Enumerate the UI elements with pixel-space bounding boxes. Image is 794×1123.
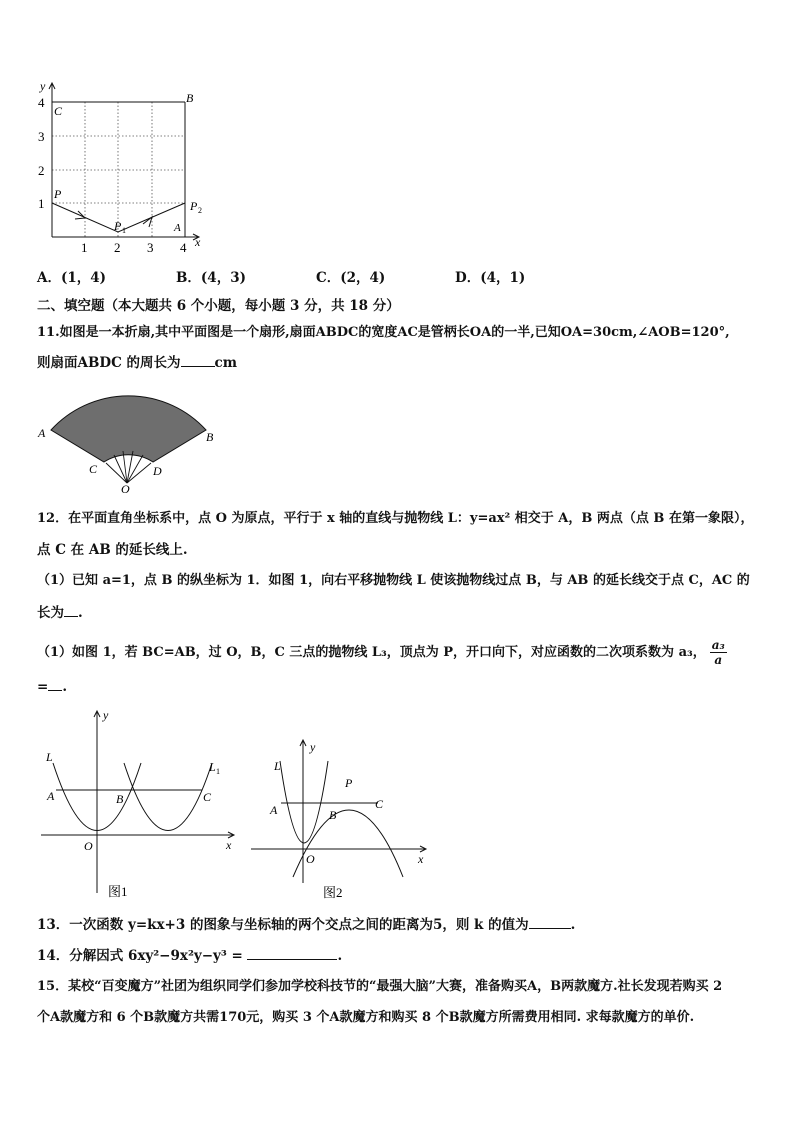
q11-answer-blank[interactable] — [181, 352, 215, 367]
y-axis-label: y — [40, 80, 46, 93]
fig1-caption: 图1 — [108, 884, 128, 899]
q13-text: 13．一次函数 y=kx+3 的图象与坐标轴的两个交点之间的距离为5，则 k 的值为 — [37, 917, 529, 933]
label-a: A — [174, 222, 181, 234]
x-axis-label: x — [195, 235, 201, 249]
fig1-label-b: B — [116, 792, 124, 806]
fig1-label-c: C — [203, 790, 212, 804]
fig2-label-c: C — [375, 797, 384, 811]
fan-label-a: A — [38, 426, 46, 440]
fan-label-c: C — [89, 462, 98, 476]
label-p2-sub: 2 — [198, 206, 202, 215]
fig1-y-label: y — [103, 708, 109, 722]
q15-line2: 个A款魔方和 6 个B款魔方共需170元，购买 3 个A款魔方和购买 8 个B款魔方所需费用相同. 求每款魔方的单价. — [37, 1010, 695, 1025]
q12-fraction-denominator: a — [714, 653, 723, 667]
x-tick-1: 1 — [81, 240, 88, 255]
label-c: C — [54, 104, 63, 118]
y-tick-2: 2 — [38, 163, 45, 178]
q11-unit: cm — [214, 355, 238, 371]
grid-dotted-lines — [52, 102, 185, 237]
fan-label-d: D — [153, 464, 162, 478]
fig2-x-label: x — [418, 852, 424, 866]
y-tick-3: 3 — [38, 129, 45, 144]
q13-end: . — [570, 917, 576, 933]
option-c: C．(2，4) — [316, 270, 386, 286]
fig1-label-l1-sub: 1 — [216, 767, 220, 776]
q13 — [37, 914, 575, 935]
label-p1-sub: 1 — [122, 226, 126, 235]
arrow-2 — [143, 217, 152, 227]
q14 — [37, 945, 342, 966]
q12-fraction — [710, 638, 727, 667]
q12-line5-text: （1）如图 1，若 BC=AB，过 O，B，C 三点的抛物线 L₃，顶点为 P，开口向下，对应函数的二次项系数为 a₃， — [37, 645, 706, 660]
x-tick-2: 2 — [114, 240, 121, 255]
option-d: D．(4，1) — [455, 270, 526, 286]
label-p2: P — [190, 199, 198, 213]
fig2-label-b: B — [329, 808, 337, 822]
label-p1: P — [114, 219, 122, 233]
fig2-parabola-l — [280, 761, 328, 843]
fig2-label-p: P — [345, 776, 353, 790]
fig1-label-o: O — [84, 839, 93, 853]
fig2-label-o: O — [306, 852, 315, 866]
y-tick-1: 1 — [38, 196, 45, 211]
q11-line2-text: 则扇面ABDC 的周长为 — [37, 355, 181, 371]
fig2-y-label: y — [310, 740, 316, 754]
q12-line2: 点 C 在 AB 的延长线上. — [37, 542, 188, 558]
q13-answer-blank[interactable] — [529, 914, 571, 929]
q11-line1: 11.如图是一本折扇,其中平面图是一个扇形,扇面ABDC的宽度AC是管柄长OA的一半,已知OA=30cm,∠AOB=120°, — [37, 325, 730, 340]
section-heading: 二、填空题（本大题共 6 个小题，每小题 3 分，共 18 分） — [37, 298, 400, 314]
x-tick-4: 4 — [180, 240, 187, 255]
fig2-label-a: A — [270, 803, 278, 817]
label-p: P — [54, 187, 62, 201]
y-tick-4: 4 — [38, 95, 45, 110]
q12-line3: （1）已知 a=1，点 B 的纵坐标为 1．如图 1，向右平移抛物线 L 使该抛物线过点 B，与 AB 的延长线交于点 C，AC 的 — [37, 573, 750, 588]
q12-line5 — [37, 638, 727, 667]
q12-line4-text: 长为 — [37, 605, 64, 621]
q12-line1: 12．在平面直角坐标系中，点 O 为原点，平行于 x 轴的直线与抛物线 L：y=ax² 相交于 A，B 两点（点 B 在第一象限）， — [37, 511, 754, 526]
x-tick-3: 3 — [147, 240, 154, 255]
q12-line4-end: . — [78, 605, 83, 621]
q14-end: . — [337, 948, 343, 964]
grid-figure — [30, 80, 210, 260]
q14-text: 14．分解因式 6xy²−9x²y−y³ = — [37, 948, 248, 964]
q15-line1: 15．某校“百变魔方”社团为组织同学们参加学校科技节的“最强大脑”大赛，准备购买A，B两款魔方.社长发现若购买 2 — [37, 979, 723, 994]
q12-line6-end: . — [62, 679, 68, 695]
q12-line6 — [37, 676, 67, 697]
q14-answer-blank[interactable] — [247, 945, 337, 960]
fig1-label-a: A — [47, 789, 55, 803]
q12-answer-blank-1[interactable] — [64, 602, 78, 617]
q12-line4 — [37, 602, 83, 623]
fig1-label-l1: L — [209, 760, 216, 774]
fan-rib-1 — [106, 463, 127, 483]
fan-label-b: B — [206, 430, 214, 444]
fan-figure — [36, 385, 221, 497]
fig2-caption: 图2 — [323, 885, 343, 900]
figure-1 — [36, 703, 246, 903]
option-a: A．(1，4) — [37, 270, 107, 286]
fan-label-o: O — [121, 482, 130, 496]
option-b: B．(4，3) — [176, 270, 246, 286]
fan-shaded-area — [51, 396, 206, 462]
label-b: B — [186, 91, 194, 105]
fig1-label-l: L — [46, 750, 53, 764]
fig1-x-label: x — [226, 838, 232, 852]
q12-fraction-numerator: a₃ — [711, 638, 725, 652]
fig2-label-l: L — [274, 759, 281, 773]
figure-2 — [248, 735, 438, 905]
q12-answer-blank-2[interactable] — [48, 676, 62, 691]
q11-line2 — [37, 352, 237, 373]
q12-line6-eq: = — [37, 679, 49, 695]
fig2-parabola-l3 — [293, 810, 403, 877]
